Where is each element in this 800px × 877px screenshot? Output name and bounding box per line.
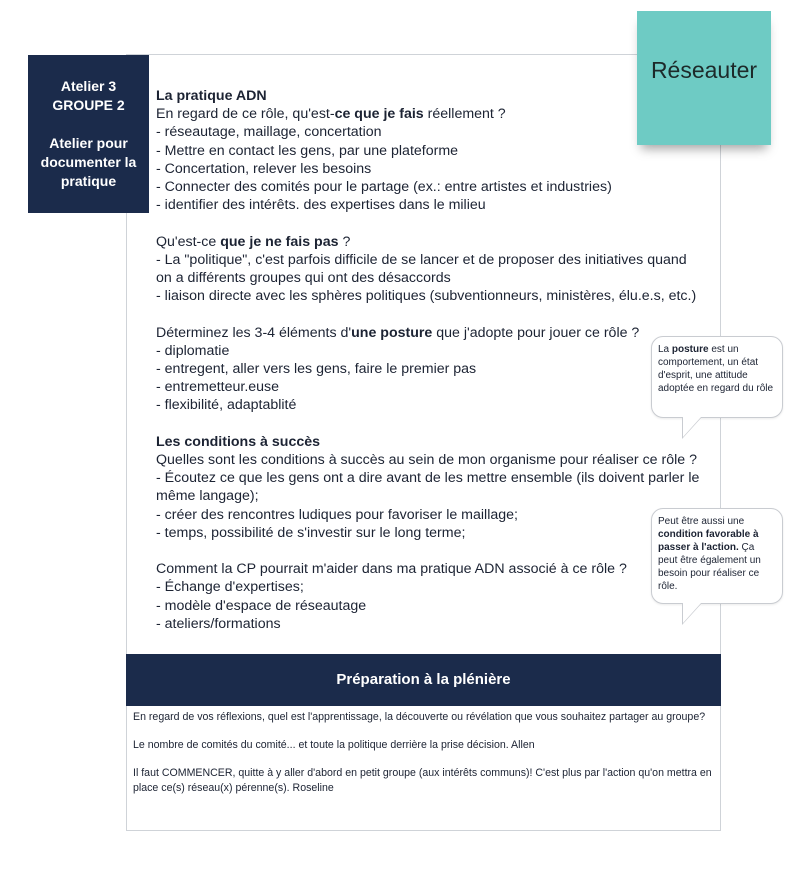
question-cp-help: Comment la CP pourrait m'aider dans ma pratique ADN associé à ce rôle ? — [156, 561, 627, 578]
list-item-continued: on a différents groupes qui ont des désaccords — [156, 270, 451, 287]
list-item: - flexibilité, adaptablité — [156, 397, 297, 414]
workshop-label — [28, 55, 149, 213]
main-content — [156, 87, 716, 633]
plenary-notes — [133, 710, 713, 809]
plenary-header: Préparation à la plénière — [126, 654, 721, 706]
comment-bubble-condition[interactable]: Peut être aussi une condition favorable à passer à l'action. Ça peut être également un besoin pour réaliser ce rôle. — [651, 508, 783, 604]
section-heading-conditions: Les conditions à succès — [156, 433, 321, 450]
question-posture: Déterminez les 3-4 éléments d'une posture que j'adopte pour jouer ce rôle ? — [156, 324, 640, 341]
list-item: - temps, possibilité de s'investir sur le long terme; — [156, 524, 466, 541]
workshop-title-line1: Atelier pour — [49, 135, 128, 151]
list-item-continued: même langage); — [156, 488, 259, 505]
workshop-number: Atelier 3 — [60, 78, 117, 94]
list-item: - Mettre en contact les gens, par une plateforme — [156, 142, 459, 159]
list-item: - Échange d'expertises; — [156, 579, 304, 596]
list-item: - Concertation, relever les besoins — [156, 160, 372, 177]
plenary-note: Il faut COMMENCER, quitte à y aller d'abord en petit groupe (aux intérêts communs)! C'est plus par l'action qu'on mettra en place ce(s) réseau(x) pérenne(s). Roseline — [133, 767, 712, 794]
list-item: - modèle d'espace de réseautage — [156, 597, 367, 614]
list-item: - identifier des intérêts. des expertises dans le milieu — [156, 197, 486, 214]
list-item: - Connecter des comités pour le partage (ex.: entre artistes et industries) — [156, 179, 612, 196]
list-item: - créer des rencontres ludiques pour favoriser le maillage; — [156, 506, 518, 523]
list-item: - ateliers/formations — [156, 615, 281, 632]
question-conditions: Quelles sont les conditions à succès au sein de mon organisme pour réaliser ce rôle ? — [156, 452, 697, 469]
list-item: - entremetteur.euse — [156, 379, 280, 396]
workshop-title-line3: pratique — [60, 173, 117, 189]
plenary-note: Le nombre de comités du comité... et toute la politique derrière la prise décision. Allen — [133, 739, 535, 751]
list-item: - Écoutez ce que les gens ont a dire avant de les mettre ensemble (ils doivent parler le — [156, 470, 700, 487]
section-heading-practice: La pratique ADN — [156, 88, 267, 104]
list-item: - liaison directe avec les sphères politiques (subventionneurs, ministères, élu.e.s, etc.) — [156, 288, 697, 305]
comment-bubble-posture[interactable]: La posture est un comportement, un état d'esprit, une attitude adoptée en regard du rôle — [651, 336, 783, 418]
list-item: - La "politique", c'est parfois difficile de se lancer et de proposer des initiatives quand — [156, 251, 687, 268]
list-item: - entregent, aller vers les gens, faire le premier pas — [156, 361, 477, 378]
plenary-question: En regard de vos réflexions, quel est l'apprentissage, la découverte ou révélation que vous souhaitez partager au groupe? — [133, 711, 706, 723]
list-item: - diplomatie — [156, 342, 230, 359]
question-what-i-do: En regard de ce rôle, qu'est-ce que je fais réellement ? — [156, 106, 506, 123]
sticky-note-text: Réseauter — [650, 57, 758, 83]
group-number: GROUPE 2 — [52, 97, 125, 113]
question-what-i-dont-do: Qu'est-ce que je ne fais pas ? — [156, 233, 351, 250]
workshop-title-line2: documenter la — [40, 154, 137, 170]
list-item: - réseautage, maillage, concertation — [156, 124, 382, 141]
